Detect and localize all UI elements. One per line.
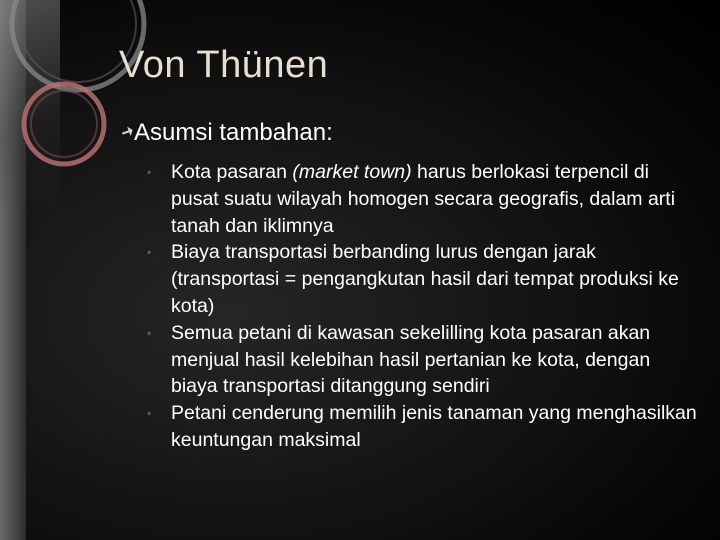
hollow-circle-bullet-icon: ◦ bbox=[147, 245, 152, 260]
list-item bbox=[147, 400, 701, 454]
hollow-circle-bullet-icon: ◦ bbox=[147, 406, 152, 421]
assumption-heading-text: Asumsi tambahan: bbox=[134, 119, 333, 146]
item-text: Semua petani di kawasan sekelilling kota pasaran akan menjual hasil kelebihan hasil pertanian ke kota, dengan biaya transportasi ditanggung sendiri bbox=[171, 321, 651, 398]
list-item bbox=[147, 239, 701, 319]
item-text-continued: harus berlokasi terpencil di pusat suatu wilayah homogen secara geografis, dalam arti tanah dan iklimnya bbox=[171, 161, 676, 237]
item-text: Petani cenderung memilih jenis tanaman yang menghasilkan keuntungan maksimal bbox=[171, 402, 697, 451]
small-triangle-bullet-icon bbox=[120, 125, 134, 139]
list-item bbox=[147, 159, 701, 239]
slide-title: Von Thünen bbox=[119, 44, 329, 86]
assumption-heading bbox=[134, 119, 694, 147]
hollow-circle-bullet-icon: ◦ bbox=[147, 325, 152, 340]
lower-pink-ring bbox=[24, 84, 104, 164]
list-item bbox=[147, 320, 701, 400]
lower-pink-ring-inner bbox=[31, 91, 97, 157]
item-text: Biaya transportasi berbanding lurus dengan jarak (transportasi = pengangkutan hasil dari tempat produksi ke kota) bbox=[171, 241, 679, 317]
item-text: Kota pasaran bbox=[171, 161, 293, 183]
hollow-circle-bullet-icon: ◦ bbox=[147, 165, 152, 179]
item-italic-text: (market town) bbox=[292, 161, 412, 183]
assumption-list bbox=[147, 159, 701, 454]
